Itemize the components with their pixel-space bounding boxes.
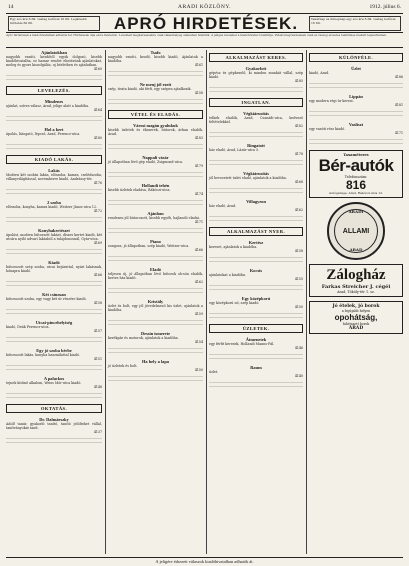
- ad-number: 4169: [93, 241, 102, 245]
- text-lines: [309, 139, 403, 147]
- ad-number: 4158: [194, 91, 203, 95]
- ad-text: ápolást, modern bútorzott lakást, díszes kertet kiadó, két utcára nyíló udvari lakásból a tulajdonosnál, Gyár-utca.: [6, 233, 102, 241]
- classified-ad: [309, 66, 403, 79]
- ad-heading: Végkiárusítás: [243, 171, 269, 176]
- section-heading: ALKALMAZÁST KERES.: [209, 53, 303, 62]
- berautok-t3: Telefonszám:: [344, 175, 368, 179]
- ad-number: 4166: [93, 273, 102, 277]
- ad-number: 4180: [93, 136, 102, 140]
- ad-heading: Vasliszt: [348, 122, 364, 127]
- text-lines: [6, 75, 102, 83]
- seal-text-top: ARADI: [348, 209, 364, 214]
- text-lines: [6, 144, 102, 152]
- ad-number: 4160: [93, 67, 102, 71]
- classified-ad: [108, 82, 203, 95]
- classified-ad: [209, 199, 303, 212]
- ad-heading: Hol a kert: [44, 127, 64, 132]
- ad-number: 4168: [294, 180, 303, 184]
- ad-text: bútorozott szép szoba, utcai bejárattal, nyári lakásnak, hónapra kiadó.: [6, 265, 102, 273]
- text-lines: [209, 382, 303, 390]
- ad-text: rendesen jól bútorozott, kisebb egyéb, hajlandó eladni.: [108, 216, 200, 220]
- opal-t1: Jó ételek, jó borok: [332, 304, 380, 309]
- ad-number: 4155: [294, 277, 303, 281]
- text-lines: [209, 87, 303, 95]
- classified-ad: [209, 268, 303, 281]
- classified-ad: [209, 296, 303, 309]
- ad-number: 4151: [93, 357, 102, 361]
- classified-ad: [108, 50, 203, 67]
- text-lines: [6, 217, 102, 225]
- text-lines: [209, 313, 303, 321]
- ad-text: üzlet.: [209, 370, 219, 374]
- classified-ad: [209, 240, 303, 253]
- running-head: [6, 3, 403, 12]
- column-1: [6, 50, 102, 554]
- ad-heading: Kocsis: [249, 268, 263, 273]
- classified-notice: Apró hirdetések a kiadóhivatalban adhatók fel. Hirdetések díja előre fizetendő. Levélbeli megkeresésekre csak válaszbélyeg ellenében felelünk. A jeligés leveleket a kiadóhivatal továbbítja. Vidéki megrendelések csak az összeg előzetes beküldése mellett teljesíttetnek.: [6, 34, 403, 48]
- ad-number: 4150: [294, 305, 303, 309]
- zalog-ad: [309, 264, 403, 297]
- ad-number: 4182: [294, 124, 303, 128]
- classified-ad: [309, 94, 403, 107]
- masthead-left-box: Egy szó ára 6 fill. vastag betűvel 10 fill. Legkisebb hirdetés 60 fill.: [8, 16, 100, 31]
- ad-heading: Villagyeon: [246, 199, 266, 204]
- classified-ad: [108, 267, 203, 284]
- section-heading: KÜLÖNFÉLE.: [309, 53, 403, 62]
- text-lines: [108, 71, 203, 79]
- ad-heading: Két csinosan: [42, 292, 66, 297]
- text-lines: [6, 249, 102, 257]
- ad-text: bútorozott szoba, egy vagy két úr részére kiadó.: [6, 297, 87, 301]
- ad-number: 4158: [93, 301, 102, 305]
- ad-number: 4171: [394, 131, 403, 135]
- ad-heading: Lakás: [48, 168, 60, 173]
- ad-heading: A palackos: [43, 376, 65, 381]
- ad-text: kereset, ajánlatok a kiadóba.: [209, 245, 258, 249]
- ad-heading: Gyakorlott: [245, 66, 267, 71]
- ad-heading: Mindenes: [44, 99, 64, 104]
- ad-heading: Végkiárusítás: [243, 111, 269, 116]
- ad-heading: Városi magán gyalukuk: [133, 123, 178, 128]
- text-lines: [108, 200, 203, 208]
- ad-text: telkek eladók, Arad, Csanádi-utca, kedvező feltételekkel.: [209, 116, 303, 124]
- ad-heading: Átmenetek: [245, 337, 267, 342]
- ad-number: 4172: [93, 209, 102, 213]
- column-3: [206, 50, 303, 554]
- section-heading: ÜZLETEK.: [209, 324, 303, 333]
- ad-text: üzlet és bolt, egy jól jövedelmező kis üzlet, ajánlatok a kiadóba.: [108, 304, 203, 312]
- section-heading: ALKALMAZÁST NYER.: [209, 227, 303, 236]
- ad-heading: Dessin ismerete: [140, 331, 171, 336]
- classified-ad: [108, 155, 203, 168]
- column-4: [306, 50, 403, 554]
- text-lines: [209, 132, 303, 140]
- ad-number: 4158: [294, 249, 303, 253]
- classified-ad: [6, 99, 102, 112]
- classified-ad: [108, 239, 203, 252]
- text-lines: [108, 228, 203, 236]
- ad-heading: Hollandi tehén: [141, 183, 170, 188]
- classified-ad: [6, 260, 102, 277]
- text-lines: [108, 288, 203, 296]
- ad-text: Adolf tanár, gyakorló tanító, tanító jelölteket vállal, tanítványokat tanít.: [6, 422, 102, 430]
- ad-text: tejnek kitűnő alkalom, Weiss Mór-utca kiadó.: [6, 381, 82, 385]
- classified-ad: [209, 365, 303, 378]
- ad-heading: Eladó: [150, 267, 161, 272]
- text-lines: [6, 337, 102, 345]
- newspaper-page: [6, 3, 403, 563]
- section-title: APRÓ HIRDETÉSEK.: [113, 14, 299, 33]
- seal-text-center: ALLAMI: [342, 228, 370, 235]
- ad-number: 4161: [194, 63, 203, 67]
- text-lines: [209, 285, 303, 293]
- ad-heading: Ne menj jól ezeit: [139, 82, 172, 87]
- ad-number: 4137: [93, 430, 102, 434]
- column-2: [105, 50, 203, 554]
- zalog-t1: Zálogház: [326, 267, 386, 283]
- ad-heading: Tsafo: [150, 50, 161, 55]
- section-heading: VÉTEL ÉS ELADÁS.: [108, 110, 203, 119]
- opal-ad: [309, 301, 403, 334]
- zalog-t4: Arad, Tököly-tér 1. sz.: [337, 290, 375, 294]
- ad-text: gépész és gépkezelő, ki minden munkát vállal, szép kiadó.: [209, 71, 303, 79]
- classified-ad: [6, 200, 102, 213]
- ad-heading: Konyhakertészet: [38, 228, 70, 233]
- text-lines: [108, 348, 203, 356]
- page-footer: A jeligére érkezett válaszok kiadóhivatalban adhatók át.: [6, 557, 403, 564]
- paper-name: ARADI KÖZLÖNY.: [177, 4, 232, 10]
- ad-text: bútorozott lakás, konyha használattal kiadó.: [6, 353, 80, 357]
- ad-number: 4154: [194, 340, 203, 344]
- ad-number: 4176: [93, 181, 102, 185]
- classified-ad: [6, 376, 102, 389]
- classified-ad: [108, 331, 203, 344]
- text-lines: [108, 172, 203, 180]
- ad-number: 4164: [93, 108, 102, 112]
- ad-number: 4186: [394, 75, 403, 79]
- text-lines: [309, 111, 403, 119]
- ad-text: kiadó, Arad.: [309, 71, 330, 75]
- ad-text: szép, tiszta kiadó, aki férfi, egy szépen ajánlkozik.: [108, 87, 192, 91]
- classified-ad: [209, 143, 303, 156]
- berautok-t2: Bér-autók: [318, 156, 394, 175]
- ad-number: 4162: [194, 280, 203, 284]
- text-lines: [209, 257, 303, 265]
- ad-heading: Ha hely a lapa: [142, 359, 169, 364]
- text-lines: [108, 144, 203, 152]
- text-lines: [209, 354, 303, 362]
- section-heading: LEVELEZÉS.: [6, 86, 102, 95]
- ad-number: 4181: [394, 103, 403, 107]
- ad-text: nagyobb vasúti, kezdő, kisebb kiadó, Ajánlatok a kiadóba.: [108, 55, 203, 63]
- ad-text: kisebb üzletek és ékszerek, bútorok, árban eladók, Arad.: [108, 128, 203, 136]
- ad-heading: Raum: [250, 365, 262, 370]
- ad-number: 4174: [194, 192, 203, 196]
- ad-text: jó állapotban lévő gép eladó, Zsigmond-utca.: [108, 160, 183, 164]
- ad-number: 4157: [93, 329, 102, 333]
- ad-text: nagyobb vasúti, kezdőtől egyik dolgozó, kisebb kiadóhivatalba, ez hamar rendet elintézünk ajánlatokat, meleg és gyors kiszolgálás, uj bérletben és ajánlatban.: [6, 55, 102, 67]
- classified-ad: [108, 359, 203, 372]
- classified-ad: [209, 171, 303, 184]
- masthead: [6, 13, 403, 33]
- ad-text: ház eladó, Arad.: [209, 204, 237, 208]
- text-lines: [209, 160, 303, 168]
- ad-text: teljesen új, jó állapotban lévő bútorok olcsón eladók, kertes ház kiadó.: [108, 272, 203, 280]
- ad-text: egy férfit keresek, Hollandi Manns-Pál.: [209, 342, 275, 346]
- ad-text: egy középkorú nő, szép kiadó.: [209, 301, 260, 305]
- zalog-t3: Farkas Streicher J. cégéi: [321, 284, 391, 290]
- ad-heading: Ajánlom: [147, 211, 164, 216]
- classified-ad: [6, 292, 102, 305]
- ad-heading: Egy középkorú: [241, 296, 271, 301]
- opal-t5: ARAD: [348, 326, 364, 331]
- text-lines: [108, 256, 203, 264]
- ad-text: kiadó, Deák Ferencz-utca.: [6, 325, 50, 329]
- text-lines: [6, 365, 102, 373]
- section-heading: INGATLAN.: [209, 98, 303, 107]
- ad-heading: Dr. Dalmárszky: [39, 417, 69, 422]
- classified-ad: [6, 417, 102, 434]
- section-heading: OKTATÁS.: [6, 404, 102, 413]
- ad-text: előszoba, konyha, kamra kiadó, Weitzer János-utca 12.: [6, 205, 98, 209]
- text-lines: [6, 189, 102, 197]
- ad-heading: Utcai-pincehelyiség: [35, 320, 73, 325]
- classified-ad: [309, 122, 403, 135]
- ad-number: 4185: [294, 79, 303, 83]
- classified-ad: [6, 50, 102, 71]
- classified-ad: [6, 228, 102, 245]
- text-lines: [6, 309, 102, 317]
- ad-number: 4148: [93, 385, 102, 389]
- ad-text: kerékpár és motorok, ajánlatok a kiadóba.: [108, 336, 179, 340]
- classified-ad: [209, 111, 303, 128]
- masthead-right-box: Vasárnap és ünnepnap egy szó ára 8 fill. vastag betűvel 16 fill.: [309, 16, 401, 31]
- ad-heading: Lippán: [349, 94, 363, 99]
- ad-text: zongora, jó állapotban, szép kiadó, Weitzer-utca.: [108, 244, 190, 248]
- issue-date: 1912. július 6.: [369, 4, 401, 10]
- classified-ad: [6, 127, 102, 140]
- ad-number: 4162: [294, 208, 303, 212]
- ad-text: ajánlat, szíves válasz, Arad, jelige alatt a kiadóba.: [6, 104, 90, 108]
- opal-t4: fahéjazott borok: [342, 322, 370, 326]
- ad-text: jó üzletek és bolt.: [108, 364, 138, 368]
- section-heading: KIADÓ LAKÁS.: [6, 155, 102, 164]
- text-lines: [6, 393, 102, 401]
- ad-text: ápolás, látogató, lépcső, Arad, Ferencz-utca.: [6, 132, 81, 136]
- ad-text: jól bevezetett üzlet eladó, ajánlatok a kiadóba.: [209, 176, 287, 180]
- text-lines: [309, 83, 403, 91]
- text-lines: [6, 438, 102, 446]
- ad-text: Modern két szobás lakás, előszoba, kamra, cselédszoba, villanyvilágítással, novemberre kiadó, Andrássy-tér.: [6, 173, 102, 181]
- classified-ad: [6, 320, 102, 333]
- text-lines: [108, 320, 203, 328]
- ad-heading: 2 szoba: [47, 200, 61, 205]
- ad-heading: Ringatott: [247, 143, 265, 148]
- text-lines: [108, 99, 203, 107]
- ad-number: 4166: [194, 248, 203, 252]
- ad-heading: Ajánlatokban: [41, 50, 67, 55]
- classified-ad: [108, 211, 203, 224]
- ad-text: ajánlatokat a kiadóba.: [209, 273, 246, 277]
- ad-heading: Kristály: [147, 299, 164, 304]
- seal-text-bottom: ARAD: [349, 247, 363, 252]
- opal-t3: opohátság,: [334, 313, 378, 322]
- classified-ad: [6, 168, 102, 185]
- ad-heading: Nappali vásár: [142, 155, 169, 160]
- text-lines: [209, 188, 303, 196]
- berautok-t4: 816: [345, 178, 367, 192]
- ad-heading: Kertész: [248, 240, 264, 245]
- ad-number: 4179: [194, 164, 203, 168]
- ad-number: 4146: [294, 346, 303, 350]
- text-lines: [6, 116, 102, 124]
- ad-heading: Egy jó szoba bérbe: [36, 348, 72, 353]
- ad-number: 4178: [294, 152, 303, 156]
- classified-ad: [108, 123, 203, 140]
- ad-number: 4140: [294, 374, 303, 378]
- text-lines: [209, 216, 303, 224]
- ad-number: 4171: [194, 220, 203, 224]
- berautok-t5: Autógarage, Arad, Rákóczi-utca 12.: [328, 191, 384, 195]
- berautok-ad: [309, 150, 403, 198]
- ad-heading: Piano: [150, 239, 161, 244]
- page-number: 14: [8, 4, 14, 10]
- ad-heading: Kiadó: [48, 260, 60, 265]
- classified-ad: [209, 66, 303, 83]
- text-lines: [108, 376, 203, 384]
- ad-number: 4150: [194, 368, 203, 372]
- ad-text: kisebb üzletek eladása, Rákóczi-utca.: [108, 188, 171, 192]
- ad-text: ház eladó, Arad, Lázár-utca 5.: [209, 148, 260, 152]
- classified-ad: [108, 299, 203, 316]
- text-lines: [6, 281, 102, 289]
- ad-heading: Üzlet: [351, 66, 361, 71]
- classified-ad: [108, 183, 203, 196]
- opal-t2: a legújabb helyen: [341, 309, 371, 313]
- ad-text: egy modern régi úr keresi.: [309, 99, 354, 103]
- berautok-t1: Taxaméteres: [343, 153, 369, 157]
- classified-ad: [209, 337, 303, 350]
- ad-number: 4159: [194, 312, 203, 316]
- ad-text: egy vasúti rész kiadó.: [309, 127, 346, 131]
- classified-ad: [6, 348, 102, 361]
- ad-number: 4183: [194, 136, 203, 140]
- circular-seal-ad: [327, 202, 385, 260]
